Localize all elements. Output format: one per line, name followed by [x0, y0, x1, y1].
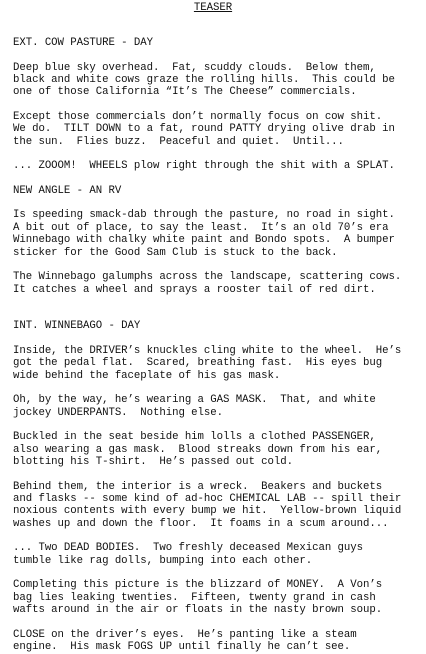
paragraph-gap	[13, 382, 423, 394]
script-line: INT. WINNEBAGO - DAY	[13, 320, 141, 333]
script-line: Buckled in the seat beside him lolls a clothed PASSENGER,	[13, 431, 376, 444]
action-paragraph	[13, 62, 423, 99]
paragraph-gap	[13, 197, 423, 209]
script-line: NEW ANGLE - AN RV	[13, 184, 122, 197]
page-title: TEASER	[193, 2, 233, 14]
script-line: We do. TILT DOWN to a fat, round PATTY drying olive drab in	[13, 123, 395, 136]
action-paragraph	[13, 394, 423, 419]
script-line: EXT. COW PASTURE - DAY	[13, 37, 153, 49]
script-line: bag lies leaking twenties. Fifteen, twenty grand in cash	[13, 591, 376, 604]
paragraph-gap	[13, 173, 423, 185]
script-line: jockey UNDERPANTS. Nothing else.	[13, 406, 223, 419]
script-line: Inside, the DRIVER’s knuckles cling white to the wheel. He’s	[13, 344, 402, 357]
script-line: ... ZOOOM! WHEELS plow right through the shit with a SPLAT.	[13, 160, 395, 173]
paragraph-gap	[13, 468, 423, 480]
action-paragraph	[13, 542, 423, 567]
paragraph-gap	[13, 419, 423, 431]
script-line: got the pedal flat. Scared, breathing fast. His eyes bug	[13, 357, 383, 370]
script-line: Behind them, the interior is a wreck. Beakers and buckets	[13, 480, 383, 493]
action-paragraph	[13, 579, 423, 616]
action-paragraph	[13, 111, 423, 148]
script-line: Winnebago with chalky white paint and Bondo spots. A bumper	[13, 234, 395, 247]
script-line: the sun. Flies buzz. Peaceful and quiet. Until...	[13, 135, 344, 148]
script-line: noxious contents with every bump we hit. Yellow-brown liquid	[13, 505, 402, 518]
paragraph-gap	[13, 617, 423, 629]
script-line: ... Two DEAD BODIES. Two freshly deceased Mexican guys	[13, 542, 363, 555]
action-paragraph	[13, 271, 423, 296]
action-paragraph	[13, 431, 423, 468]
script-body	[13, 37, 423, 654]
script-line: and flasks -- some kind of ad-hoc CHEMICAL LAB -- spill their	[13, 493, 402, 506]
script-line: washes up and down the floor. It foams in a scum around...	[13, 517, 389, 530]
paragraph-gap	[13, 49, 423, 61]
script-line: sticker for the Good Sam Club is stuck to the back.	[13, 246, 338, 259]
paragraph-gap	[13, 333, 423, 345]
script-line: engine. His mask FOGS UP until finally he can’t see.	[13, 641, 351, 654]
action-paragraph	[13, 160, 423, 172]
script-line: Is speeding smack-dab through the pasture, no road in sight.	[13, 209, 395, 222]
script-line: A bit out of place, to say the least. It’s an old 70’s era	[13, 221, 389, 234]
action-paragraph	[13, 481, 423, 531]
script-line: It catches a wheel and sprays a rooster tail of red dirt.	[13, 283, 376, 296]
scene-gap	[13, 296, 423, 320]
script-line: Deep blue sky overhead. Fat, scuddy clouds. Below them,	[13, 61, 376, 74]
paragraph-gap	[13, 99, 423, 111]
script-line: wafts around in the air or floats in the nasty brown soup.	[13, 604, 383, 617]
script-line: Oh, by the way, he’s wearing a GAS MASK. That, and white	[13, 394, 376, 407]
scene-heading	[13, 320, 423, 332]
script-line: also wearing a gas mask. Blood streaks down from his ear,	[13, 443, 383, 456]
script-line: wide behind the faceplate of his gas mask.	[13, 369, 281, 382]
script-line: black and white cows graze the rolling hills. This could be	[13, 73, 395, 86]
script-line: blotting his T-shirt. He’s passed out cold.	[13, 456, 293, 469]
paragraph-gap	[13, 259, 423, 271]
script-line: CLOSE on the driver’s eyes. He’s panting like a steam	[13, 628, 357, 641]
paragraph-gap	[13, 148, 423, 160]
scene-heading	[13, 37, 423, 49]
scene-heading	[13, 185, 423, 197]
action-paragraph	[13, 345, 423, 382]
action-paragraph	[13, 629, 423, 654]
action-paragraph	[13, 209, 423, 259]
script-line: The Winnebago galumphs across the landscape, scattering cows.	[13, 271, 402, 284]
script-line: tumble like rag dolls, bumping into each other.	[13, 554, 313, 567]
paragraph-gap	[13, 530, 423, 542]
script-line: one of those California “It’s The Cheese” commercials.	[13, 86, 357, 99]
script-line: Except those commercials don’t normally focus on cow shit.	[13, 110, 383, 123]
paragraph-gap	[13, 567, 423, 579]
script-line: Completing this picture is the blizzard of MONEY. A Von’s	[13, 579, 383, 592]
